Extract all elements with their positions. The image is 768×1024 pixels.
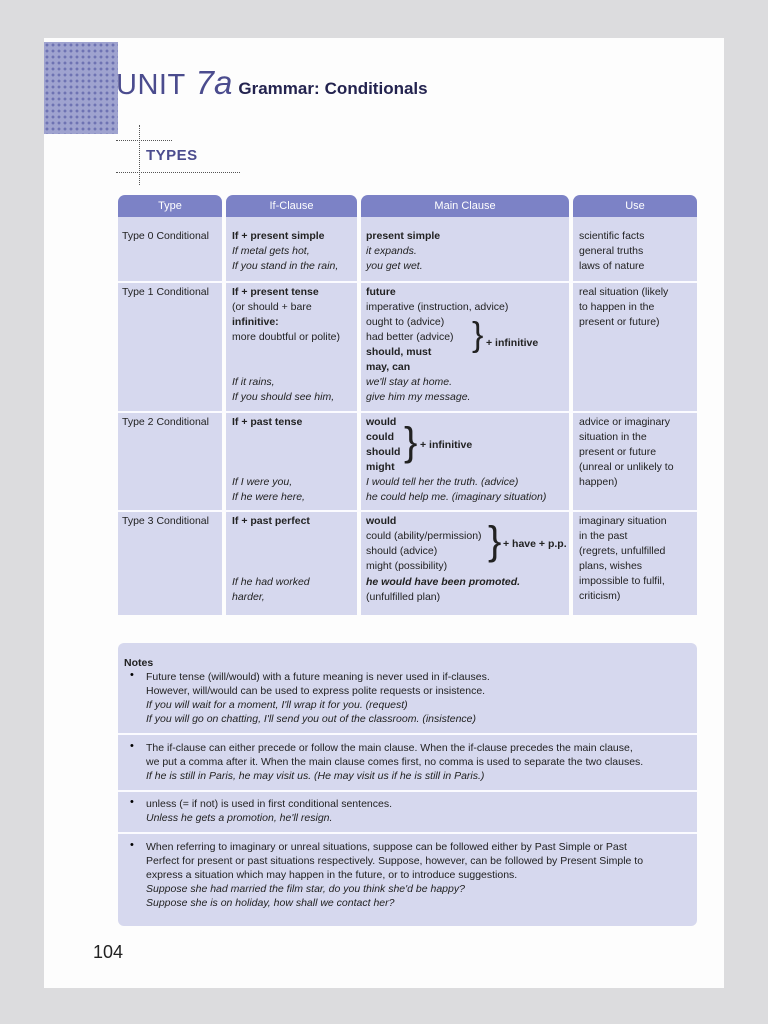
type-1-main-rule: future: [366, 286, 396, 298]
grammar-label: Grammar:: [238, 79, 320, 98]
type-0-main-example: it expands.: [366, 245, 417, 257]
topic-label: Conditionals: [324, 79, 428, 98]
note-2-line: we put a comma after it. When the main clause comes first, no comma is used to separate the two clauses.: [146, 756, 644, 768]
type-0-main-example: you get wet.: [366, 260, 423, 272]
dotted-corner-decoration: [44, 42, 118, 134]
unit-label: UNIT: [116, 69, 186, 101]
type-1-use: real situation (likely to happen in the present or future): [579, 286, 669, 328]
note-4-example: Suppose she had married the film star, do you think she'd be happy?: [146, 883, 465, 895]
type-2-main-example: he could help me. (imaginary situation): [366, 491, 547, 503]
type-2-main-rule: should: [366, 446, 401, 458]
type-1-main-rule: should, must: [366, 346, 432, 358]
note-4-line: express a situation which may happen in the future, or to introduce suggestions.: [146, 869, 518, 881]
note-4-line: Perfect for present or past situations respectively. Suppose, however, can be followed by Present Simple to: [146, 855, 644, 867]
type-3-main-rule: would: [366, 515, 397, 527]
type-1-main-example: we'll stay at home.: [366, 376, 453, 388]
header-type: Type: [118, 195, 222, 217]
type-2-main-rule: would: [366, 416, 397, 428]
notes-title: Notes: [124, 657, 154, 669]
type-1-main-rule: had better (advice): [366, 331, 454, 343]
type-1-if-rule: (or should + bare: [232, 301, 312, 313]
note-divider: [118, 733, 697, 735]
note-2-example: If he is still in Paris, he may visit us. (He may visit us if he is still in Paris.): [146, 770, 485, 782]
type-1-if-example: If it rains,: [232, 376, 275, 388]
bullet-icon: •: [130, 669, 134, 681]
type-0-if-example: If metal gets hot,: [232, 245, 310, 257]
header-main-clause: Main Clause: [361, 195, 569, 217]
unit-title: [116, 64, 428, 104]
note-1-line: However, will/would can be used to express polite requests or insistence.: [146, 685, 486, 697]
type-2-main-rule: might: [366, 461, 395, 473]
type-1-label: Type 1 Conditional: [122, 286, 209, 298]
type-0-use: scientific facts general truths laws of nature: [579, 230, 645, 272]
bullet-icon: •: [130, 839, 134, 851]
header-use: Use: [573, 195, 697, 217]
notes-box: [118, 643, 697, 926]
type-3-if-example: If he had worked: [232, 576, 310, 588]
type-0-label: Type 0 Conditional: [122, 230, 209, 242]
header-if-clause: If-Clause: [226, 195, 357, 217]
type-0-if-rule: If + present simple: [232, 230, 325, 242]
row-divider: [118, 411, 697, 413]
type-3-main-example: he would have been promoted.: [366, 576, 521, 588]
brace-icon: }: [472, 316, 484, 354]
note-3-example: Unless he gets a promotion, he'll resign.: [146, 812, 333, 824]
bullet-icon: •: [130, 740, 134, 752]
note-4-line: When referring to imaginary or unreal situations, suppose can be followed either by Past Simple or Past: [146, 841, 627, 853]
type-1-if-example: If you should see him,: [232, 391, 335, 403]
unit-number: 7a: [195, 64, 233, 101]
type-2-main-rule: could: [366, 431, 394, 443]
type-1-main-example: give him my message.: [366, 391, 471, 403]
type-2-brace-label: + infinitive: [420, 439, 473, 451]
note-1-line: Future tense (will/would) with a future meaning is never used in if-clauses.: [146, 671, 490, 683]
type-3-main-rule: could (ability/permission): [366, 530, 482, 542]
type-0-main-rule: present simple: [366, 230, 441, 242]
type-1-main-rule: imperative (instruction, advice): [366, 301, 509, 313]
conditionals-table: [118, 195, 697, 615]
type-3-if-example: harder,: [232, 591, 265, 603]
type-1-if-rule: If + present tense: [232, 286, 319, 298]
type-1-if-rule: more doubtful or polite): [232, 331, 340, 343]
type-2-if-example: If he were here,: [232, 491, 305, 503]
row-divider: [118, 510, 697, 512]
type-2-use: advice or imaginary situation in the present or future (unreal or unlikely to happen): [579, 416, 674, 488]
type-1-brace-label: + infinitive: [486, 337, 539, 349]
type-2-main-example: I would tell her the truth. (advice): [366, 476, 519, 488]
type-2-label: Type 2 Conditional: [122, 416, 209, 428]
type-3-if-rule: If + past perfect: [232, 515, 310, 527]
note-1-example: If you will go on chatting, I'll send you out of the classroom. (insistence): [146, 713, 477, 725]
section-label: TYPES: [146, 147, 198, 164]
type-1-if-rule: infinitive:: [232, 316, 279, 328]
row-divider: [118, 281, 697, 283]
note-4-example: Suppose she is on holiday, how shall we contact her?: [146, 897, 395, 909]
type-1-main-rule: ought to (advice): [366, 316, 445, 328]
note-3-line: unless (= if not) is used in first conditional sentences.: [146, 798, 393, 810]
type-1-main-rule: may, can: [366, 361, 411, 373]
type-3-main-rule: should (advice): [366, 545, 438, 557]
dotted-rule: [116, 140, 172, 141]
type-3-main-example: (unfulfilled plan): [366, 591, 441, 603]
note-1-example: If you will wait for a moment, I'll wrap it for you. (request): [146, 699, 408, 711]
note-divider: [118, 832, 697, 834]
bullet-icon: •: [130, 796, 134, 808]
note-divider: [118, 790, 697, 792]
type-3-use: imaginary situation in the past (regrets, unfulfilled plans, wishes impossible to fulfil, criticism): [579, 515, 667, 602]
brace-icon: }: [488, 519, 502, 563]
type-3-main-rule: might (possibility): [366, 560, 448, 572]
page-number: 104: [93, 942, 124, 962]
type-2-if-example: If I were you,: [232, 476, 293, 488]
type-0-if-example: If you stand in the rain,: [232, 260, 339, 272]
note-2-line: The if-clause can either precede or follow the main clause. When the if-clause precedes the main clause,: [146, 742, 633, 754]
dotted-rule: [139, 125, 140, 185]
type-2-if-rule: If + past tense: [232, 416, 303, 428]
brace-icon: }: [404, 420, 418, 464]
dotted-rule: [116, 172, 240, 173]
type-3-label: Type 3 Conditional: [122, 515, 209, 527]
type-3-brace-label: + have + p.p.: [503, 538, 567, 550]
